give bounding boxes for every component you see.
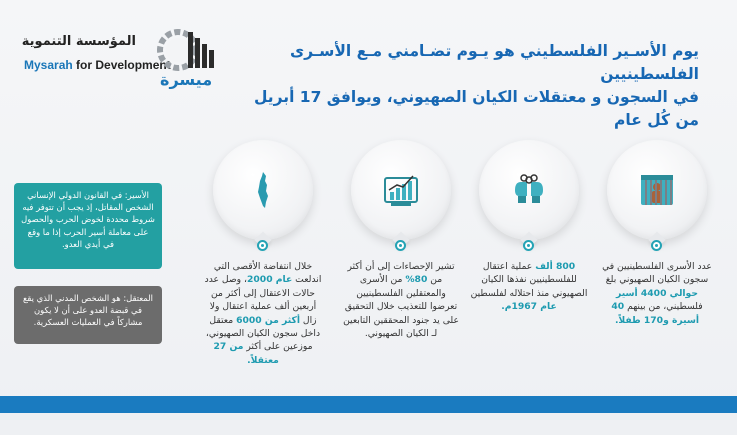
- logo-english-name: [24, 58, 171, 72]
- prison-bars-icon: [637, 170, 677, 210]
- statistics-chart-icon: [381, 170, 421, 210]
- logo-brand-rest: for Development: [72, 58, 171, 72]
- highlight: أكثر من 6000: [236, 314, 300, 326]
- logo-mark-text: ميسرة: [160, 70, 213, 89]
- detainee-definition-box: المعتقل: هو الشخص المدني الذي يقع في قبضة العدو على أن لا يكون مشاركاً في العمليات العسكرية.: [14, 286, 162, 344]
- logo-arabic-name: المؤسسة التنموية: [21, 34, 136, 49]
- highlight: من 27 معتقلاً.: [213, 341, 279, 366]
- stat-column-torture: [342, 140, 460, 380]
- title-line-1: يوم الأسـير الفلسطيني هو يـوم تضـامني مـع الأسـرى الفلسطينيين: [289, 42, 699, 83]
- footer-strip: [0, 413, 737, 435]
- text-part: معتقل داخل سجون الكيان الصهيوني، موزعين على أكثر: [205, 314, 321, 353]
- prisoner-definition-box: الأسير: في القانون الدولي الإنساني الشخص المقاتل، إذ يجب أن تتوفر فيه شروط محددة لخوض الحرب والحصول على معاملة أسير الحرب إذا ما وقع في أيدي العدو.: [14, 183, 162, 269]
- stat-text: [342, 260, 460, 340]
- timeline-dot: [523, 240, 534, 251]
- stat-text: [470, 260, 588, 314]
- text-part: من الأسرى والمعتقلين الفلسطينيين تعرضوا للتعذيب خلال التحقيق على يد جنود المحققين التابعين لـ الكيان الصهيوني.: [343, 274, 459, 340]
- stat-text: [598, 260, 716, 327]
- text-part: فلسطيني، من بينهم: [624, 301, 703, 313]
- timeline-dot: [257, 240, 268, 251]
- timeline-dot: [395, 240, 406, 251]
- stat-text: [204, 260, 322, 367]
- highlight: 40 أسيرة و170 طفلاً.: [611, 301, 700, 326]
- highlight: حوالي 4400 أسير: [616, 287, 698, 299]
- text-part: ، وصل عدد حالات الاعتقال إلى أكثر من أربعين ألف عملية اعتقال ولا زال: [204, 274, 317, 326]
- stat-column-arrests: [470, 140, 588, 380]
- text-part: خلال انتفاضة الأقصى التي اندلعت: [213, 261, 322, 286]
- chained-fists-icon: [509, 170, 549, 210]
- logo-brand: Mysarah: [24, 58, 73, 72]
- palestine-map-icon: [243, 170, 283, 210]
- logo: [21, 28, 214, 98]
- highlight: 800 ألف: [535, 261, 576, 272]
- text-part: تشير الإحصاءات إلى أن أكثر من: [347, 261, 455, 286]
- stat-column-prisoners: [598, 140, 716, 380]
- title-line-2: في السجون و معتقلات الكيان الصهيوني، ويوافق 17 أبريل من كُل عام: [253, 88, 699, 129]
- highlight: عام 2000: [247, 274, 293, 286]
- timeline-dot: [651, 240, 662, 251]
- highlight: 80%: [405, 274, 428, 286]
- stat-column-intifada: [204, 140, 322, 380]
- text-part: عملية اعتقال للفلسطينيين نفذها الكيان الصهيوني منذ احتلاله لفلسطين: [470, 261, 588, 299]
- text-part: عدد الأسرى الفلسطينيين في سجون الكيان الصهيوني بلغ: [602, 261, 712, 286]
- highlight: عام 1967م.: [501, 301, 557, 313]
- page-title: [229, 40, 699, 132]
- footer-bar: [0, 396, 737, 413]
